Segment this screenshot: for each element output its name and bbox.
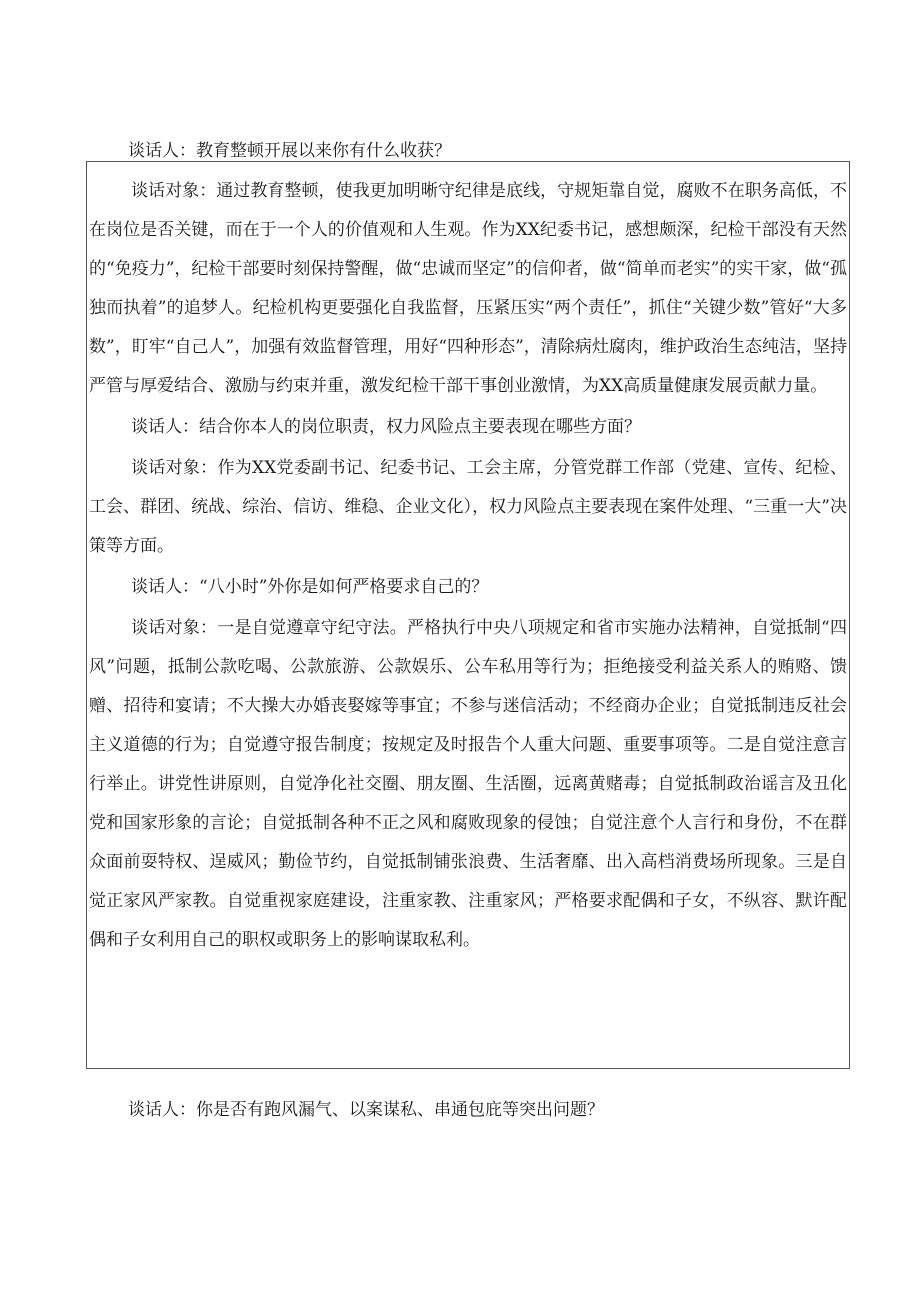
answer-box-content — [87, 172, 849, 960]
question-1: 谈话人：教育整顿开展以来你有什么收获？ — [128, 141, 451, 161]
answer-1: 谈话对象：通过教育整顿，使我更加明晰守纪律是底线，守规矩靠自觉，腐败不在职务高低，不在岗位是否关键，而在于一个人的价值观和人生观。作为XX纪委书记，感想颇深，纪检干部没有天然的“免疫力”，纪检干部要时刻保持警醒，做“忠诚而坚定”的信仰者，做“简单而老实”的实干家，做“孤独而执着”的追梦人。纪检机构更要强化自我监督，压紧压实“两个责任”，抓住“关键少数”管好“大多数”，盯牢“自己人”，加强有效监督管理，用好“四种形态”，清除病灶腐肉，维护政治生态纯洁，坚持严管与厚爱结合、激励与约束并重，激发纪检干部干事创业激情，为XX高质量健康发展贡献力量。 — [89, 181, 847, 396]
answer-3: 谈话对象：一是自觉遵章守纪守法。严格执行中央八项规定和省市实施办法精神，自觉抵制“四风”问题，抵制公款吃喝、公款旅游、公款娱乐、公车私用等行为；拒绝接受利益关系人的贿赂、馈赠、招待和宴请；不大操大办婚丧娶嫁等事宜；不参与迷信活动；不经商办企业；自觉抵制违反社会主义道德的行为；自觉遵守报告制度；按规定及时报告个人重大问题、重要事项等。二是自觉注意言行举止。讲党性讲原则，自觉净化社交圈、朋友圈、生活圈，远离黄赌毒；自觉抵制政治谣言及丑化党和国家形象的言论；自觉抵制各种不正之风和腐败现象的侵蚀；自觉注意个人言行和身份，不在群众面前耍特权、逞威风；勤俭节约，自觉抵制铺张浪费、生活奢靡、出入高档消费场所现象。三是自觉正家风严家教。自觉重视家庭建设，注重家教、注重家风；严格要求配偶和子女，不纵容、默许配偶和子女利用自己的职权或职务上的影响谋取私利。 — [89, 618, 847, 950]
answer-box — [86, 161, 850, 1069]
question-3: 谈话人：“八小时”外你是如何严格要求自己的？ — [131, 577, 489, 597]
question-2: 谈话人：结合你本人的岗位职责，权力风险点主要表现在哪些方面？ — [131, 417, 641, 437]
question-4: 谈话人：你是否有跑风漏气、以案谋私、串通包庇等突出问题？ — [128, 1100, 604, 1120]
answer-2: 谈话对象：作为XX党委副书记、纪委书记、工会主席，分管党群工作部（党建、宣传、纪检、工会、群团、统战、综治、信访、维稳、企业文化），权力风险点主要表现在案件处理、“三重一大”决策等方面。 — [89, 458, 847, 556]
